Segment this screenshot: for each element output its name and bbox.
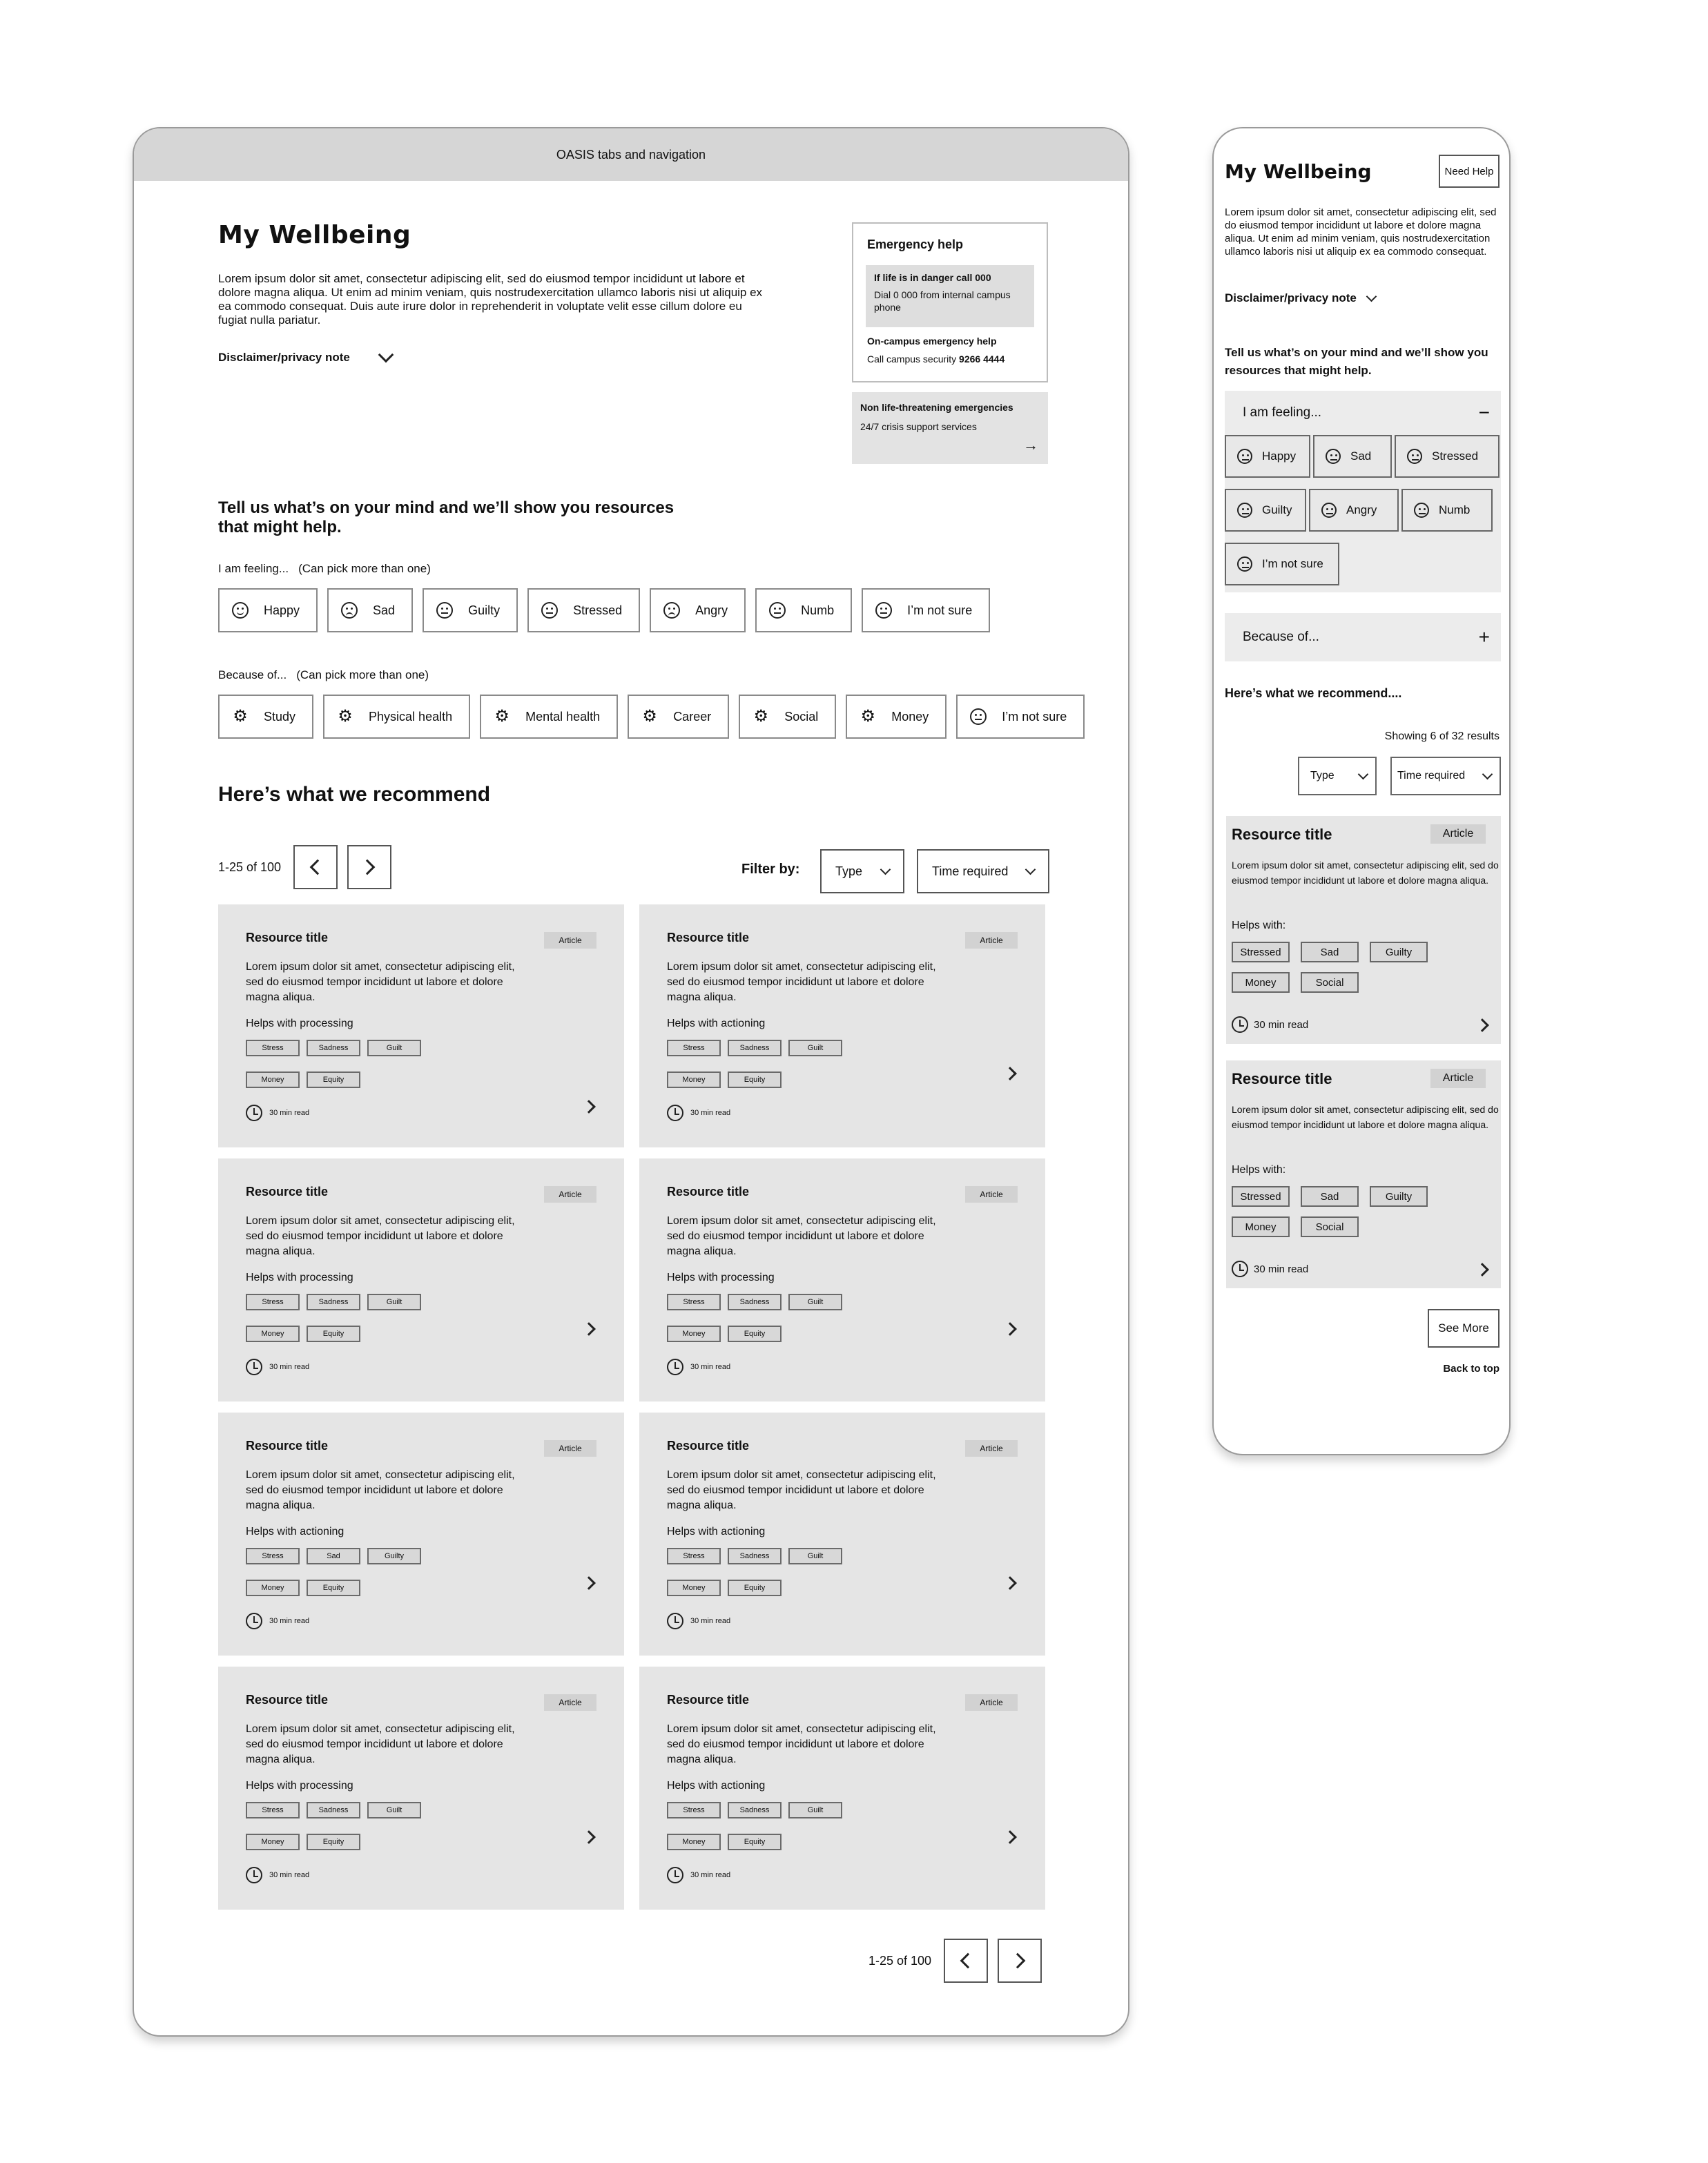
chip-feeling-not-sure[interactable] (1225, 543, 1339, 585)
danger-dial-text: Dial 0 000 from internal campus phone (874, 289, 1011, 313)
card-helps-with: Helps with processing (246, 1272, 353, 1283)
mobile-frame (1212, 127, 1511, 1455)
tag: Guilty (1370, 1186, 1428, 1207)
type-filter-value: Type (1310, 770, 1335, 782)
chevron-right-icon[interactable] (1003, 1067, 1017, 1080)
card-type-badge: Article (965, 1440, 1018, 1457)
page-title: My Wellbeing (1225, 160, 1372, 183)
card-tags (1232, 942, 1453, 993)
chip-label: Happy (1262, 449, 1297, 463)
chip-reason-mental-health[interactable] (480, 695, 618, 739)
chevron-down-icon (378, 347, 394, 363)
numb-face-icon (1414, 503, 1429, 518)
campus-security-call[interactable] (867, 353, 1005, 365)
chevron-down-icon (1366, 291, 1377, 302)
gear-icon: ⚙ (233, 707, 248, 726)
tag: Money (246, 1834, 300, 1850)
card-helps-with: Helps with actioning (667, 1018, 766, 1029)
card-helps-with: Helps with processing (246, 1018, 353, 1029)
resource-card[interactable] (639, 1667, 1045, 1910)
tag: Guilt (367, 1802, 421, 1818)
clock-icon (246, 1105, 262, 1121)
tag: Equity (307, 1326, 360, 1342)
tag: Sadness (728, 1294, 782, 1310)
chevron-right-icon[interactable] (582, 1322, 596, 1336)
because-accordion-header[interactable] (1225, 613, 1501, 661)
chip-label: Career (673, 709, 712, 724)
chip-label: Sad (1350, 449, 1372, 463)
tag: Sad (1301, 942, 1359, 962)
chip-reason-study[interactable] (218, 695, 313, 739)
tag: Equity (307, 1071, 360, 1088)
chip-reason-not-sure[interactable] (956, 695, 1085, 739)
clock-icon (246, 1613, 262, 1629)
gear-icon: ⚙ (494, 707, 510, 726)
happy-face-icon (232, 602, 249, 619)
chip-label: Stressed (573, 603, 623, 617)
chip-feeling-angry[interactable] (1309, 489, 1399, 532)
prev-page-button[interactable] (293, 845, 338, 889)
tag: Equity (728, 1834, 782, 1850)
read-time-label: 30 min read (1254, 1263, 1309, 1275)
back-to-top-link[interactable]: Back to top (1443, 1363, 1500, 1375)
chip-label: I’m not sure (907, 603, 973, 617)
because-accordion[interactable] (1225, 613, 1501, 661)
card-type-badge: Article (965, 1694, 1018, 1711)
card-title: Resource title (246, 1439, 329, 1453)
tag: Equity (728, 1071, 782, 1088)
tag: Sadness (307, 1040, 360, 1056)
card-description: Lorem ipsum dolor sit amet, consectetur adipiscing elit, sed do eiusmod tempor incididunt ut labore et dolore magna aliqua. (667, 1469, 936, 1511)
oncampus-heading: On-campus emergency help (867, 336, 997, 347)
chevron-down-icon (1482, 768, 1493, 779)
unsure-face-icon (1237, 556, 1252, 572)
chevron-down-icon (1358, 768, 1369, 779)
card-type-badge: Article (544, 932, 596, 949)
tag: Equity (728, 1580, 782, 1596)
card-tags (667, 1040, 867, 1088)
resource-card[interactable] (218, 1158, 624, 1401)
recommend-heading: Here’s what we recommend (218, 783, 491, 806)
card-type-badge: Article (1430, 824, 1486, 844)
feeling-hint: (Can pick more than one) (298, 562, 431, 575)
because-label-row (218, 668, 429, 682)
tag: Guilt (788, 1548, 842, 1564)
chevron-down-icon (1025, 864, 1036, 875)
clock-icon (246, 1867, 262, 1883)
angry-face-icon (663, 602, 680, 619)
read-time-label: 30 min read (269, 1871, 310, 1879)
clock-icon (246, 1359, 262, 1375)
card-type-badge: Article (544, 1440, 596, 1457)
card-description: Lorem ipsum dolor sit amet, consectetur adipiscing elit, sed do eiusmod tempor incididunt ut labore et dolore magna aliqua. (246, 1215, 515, 1257)
because-label: Because of... (218, 668, 287, 681)
stressed-face-icon (541, 602, 558, 619)
chip-label: Mental health (525, 709, 601, 724)
non-life-threatening-panel[interactable] (852, 392, 1048, 464)
card-title: Resource title (667, 1693, 750, 1707)
chip-label: Social (784, 709, 819, 724)
card-tags (246, 1802, 446, 1850)
gear-icon: ⚙ (753, 707, 768, 726)
card-description: Lorem ipsum dolor sit amet, consectetur adipiscing elit, sed do eiusmod tempor incididunt ut labore et dolore magna aliqua. (667, 961, 936, 1003)
read-time-label: 30 min read (269, 1109, 310, 1117)
recommend-heading: Here’s what we recommend.... (1225, 686, 1402, 700)
card-title: Resource title (667, 1439, 750, 1453)
emergency-help-title: Emergency help (867, 237, 964, 251)
clock-icon (1232, 1261, 1248, 1277)
call-number: 9266 4444 (959, 353, 1005, 365)
resource-card[interactable] (639, 1158, 1045, 1401)
card-title: Resource title (246, 1693, 329, 1707)
because-accordion-label: Because of... (1243, 630, 1319, 644)
chip-feeling-numb[interactable] (1401, 489, 1493, 532)
chip-feeling-guilty[interactable] (1225, 489, 1306, 532)
time-filter-value: Time required (1397, 770, 1466, 782)
card-tags (246, 1548, 446, 1596)
card-description: Lorem ipsum dolor sit amet, consectetur adipiscing elit, sed do eiusmod tempor incididunt ut labore et dolore magna aliqua. (1232, 1104, 1499, 1130)
gear-icon: ⚙ (338, 707, 353, 726)
chip-feeling-angry[interactable] (650, 588, 746, 632)
guilty-face-icon (1237, 503, 1252, 518)
chip-label: Angry (695, 603, 728, 617)
chevron-right-icon[interactable] (582, 1830, 596, 1844)
chevron-right-icon (360, 860, 376, 875)
card-description: Lorem ipsum dolor sit amet, consectetur adipiscing elit, sed do eiusmod tempor incididunt ut labore et dolore magna aliqua. (667, 1215, 936, 1257)
card-helps-with: Helps with actioning (246, 1526, 344, 1538)
chip-label: Angry (1346, 503, 1377, 516)
resource-card[interactable] (218, 904, 624, 1147)
danger-box (866, 265, 1034, 327)
chip-label: I’m not sure (1262, 557, 1323, 570)
tag: Money (1232, 972, 1290, 993)
desktop-frame (133, 127, 1129, 2037)
read-time-label: 30 min read (1254, 1018, 1309, 1031)
plus-icon: + (1478, 626, 1490, 648)
read-time-label: 30 min read (690, 1363, 731, 1371)
intro-text: Lorem ipsum dolor sit amet, consectetur adipiscing elit, sed do eiusmod tempor incididunt ut labore et dolore magna aliqua. Ut enim ad minim veniam, quis nostrudexercitation ullamco laboris nisi ut aliquip ex ea commodo consequat. Duis aute irure dolor in reprehenderit in voluptate velit esse cillum dolore eu fugiat nulla pariatur. (218, 272, 763, 327)
tag: Stress (667, 1294, 721, 1310)
unsure-face-icon (875, 602, 892, 619)
feeling-label-row (218, 562, 431, 576)
disclaimer-label: Disclaimer/privacy note (218, 351, 350, 364)
tag: Stress (667, 1040, 721, 1056)
type-filter-value: Type (835, 864, 863, 878)
card-type-badge: Article (544, 1694, 596, 1711)
emergency-help-panel (852, 222, 1048, 382)
clock-icon (1232, 1016, 1248, 1033)
chip-label: Numb (801, 603, 835, 617)
read-time-label: 30 min read (269, 1363, 310, 1371)
card-read-time (1232, 1261, 1308, 1277)
card-description: Lorem ipsum dolor sit amet, consectetur adipiscing elit, sed do eiusmod tempor incididunt ut labore et dolore magna aliqua. (1232, 860, 1499, 886)
chip-reason-career[interactable] (628, 695, 729, 739)
card-helps-with: Helps with: (1232, 920, 1286, 931)
card-type-badge: Article (965, 932, 1018, 949)
card-type-badge: Article (965, 1186, 1018, 1203)
chevron-left-icon (310, 860, 326, 875)
tag: Guilty (1370, 942, 1428, 962)
numb-face-icon (769, 602, 786, 619)
card-title: Resource title (667, 931, 750, 944)
chip-label: Study (264, 709, 296, 724)
top-navigation-label: OASIS tabs and navigation (556, 147, 706, 162)
pagination-top (218, 845, 391, 889)
need-help-button[interactable]: Need Help (1439, 155, 1500, 188)
tag: Guilt (788, 1802, 842, 1818)
tag: Guilt (367, 1294, 421, 1310)
disclaimer-label: Disclaimer/privacy note (1225, 291, 1357, 304)
tag: Sad (1301, 1186, 1359, 1207)
chevron-right-icon[interactable] (1003, 1322, 1017, 1336)
tag: Guilty (367, 1548, 421, 1564)
results-count: Showing 6 of 32 results (1384, 730, 1500, 742)
tag: Stress (667, 1802, 721, 1818)
card-description: Lorem ipsum dolor sit amet, consectetur adipiscing elit, sed do eiusmod tempor incididunt ut labore et dolore magna aliqua. (246, 1469, 515, 1511)
chevron-right-icon[interactable] (582, 1576, 596, 1590)
happy-face-icon (1237, 449, 1252, 464)
tag: Equity (307, 1834, 360, 1850)
chevron-right-icon[interactable] (582, 1100, 596, 1114)
card-title: Resource title (246, 931, 329, 944)
chip-feeling-happy[interactable] (218, 588, 318, 632)
chip-label: Money (891, 709, 929, 724)
card-tags (246, 1294, 446, 1342)
tag: Sadness (307, 1294, 360, 1310)
tag: Money (1232, 1216, 1290, 1237)
chevron-right-icon[interactable] (1003, 1576, 1017, 1590)
chevron-left-icon (960, 1953, 976, 1969)
tag: Guilt (788, 1294, 842, 1310)
tag: Stressed (1232, 942, 1290, 962)
chip-feeling-happy[interactable] (1225, 435, 1310, 478)
guilty-face-icon (436, 602, 453, 619)
card-helps-with: Helps with actioning (667, 1780, 766, 1792)
card-tags (667, 1294, 867, 1342)
card-read-time (246, 1613, 309, 1629)
feeling-accordion-header[interactable] (1225, 391, 1501, 435)
clock-icon (667, 1613, 683, 1629)
card-read-time (667, 1359, 730, 1375)
tag: Sad (307, 1548, 360, 1564)
tag: Money (667, 1326, 721, 1342)
feeling-chips (218, 588, 990, 632)
tag: Stress (246, 1294, 300, 1310)
prompt-heading: Tell us what’s on your mind and we’ll show you resources that might help. (1225, 346, 1488, 377)
card-tags (246, 1040, 446, 1088)
card-read-time (667, 1613, 730, 1629)
chip-feeling-sad[interactable] (327, 588, 413, 632)
card-description: Lorem ipsum dolor sit amet, consectetur adipiscing elit, sed do eiusmod tempor incididunt ut labore et dolore magna aliqua. (246, 1723, 515, 1765)
card-description: Lorem ipsum dolor sit amet, consectetur adipiscing elit, sed do eiusmod tempor incididunt ut labore et dolore magna aliqua. (667, 1723, 936, 1765)
chip-feeling-numb[interactable] (755, 588, 852, 632)
gear-icon: ⚙ (860, 707, 875, 726)
read-time-label: 30 min read (690, 1617, 731, 1625)
tag: Social (1301, 1216, 1359, 1237)
feeling-accordion (1225, 391, 1501, 592)
tag: Money (667, 1580, 721, 1596)
disclaimer-toggle[interactable] (218, 351, 391, 365)
resource-card[interactable] (639, 904, 1045, 1147)
chip-feeling-guilty[interactable] (423, 588, 518, 632)
prev-page-button[interactable] (944, 1939, 988, 1983)
chevron-right-icon[interactable] (1003, 1830, 1017, 1844)
read-time-label: 30 min read (690, 1871, 731, 1879)
minus-icon: − (1478, 402, 1490, 423)
chip-label: Numb (1439, 503, 1471, 516)
tag: Money (667, 1834, 721, 1850)
unsure-face-icon (970, 708, 987, 725)
chip-label: Sad (373, 603, 396, 617)
resource-card[interactable] (639, 1413, 1045, 1656)
card-helps-with: Helps with actioning (667, 1526, 766, 1538)
card-title: Resource title (667, 1185, 750, 1199)
see-more-button[interactable]: See More (1428, 1309, 1500, 1348)
card-helps-with: Helps with processing (667, 1272, 775, 1283)
pagination-count: 1-25 of 100 (218, 860, 282, 874)
card-type-badge: Article (544, 1186, 596, 1203)
chip-feeling-stressed[interactable] (527, 588, 640, 632)
resource-card[interactable] (218, 1413, 624, 1656)
disclaimer-toggle[interactable] (1225, 291, 1375, 305)
tag: Stress (246, 1040, 300, 1056)
clock-icon (667, 1867, 683, 1883)
card-read-time (667, 1867, 730, 1883)
nonlife-heading: Non life-threatening emergencies (860, 402, 1013, 413)
intro-text: Lorem ipsum dolor sit amet, consectetur adipiscing elit, sed do eiusmod tempor incididunt ut labore et dolore magna aliqua. Ut enim ad minim veniam, quis nostrudexercitation ullamco laboris nisi ut aliquip ex ea commodo consequat. (1225, 206, 1497, 258)
card-title: Resource title (246, 1185, 329, 1199)
angry-face-icon (1321, 503, 1337, 518)
because-hint: (Can pick more than one) (296, 668, 429, 681)
sad-face-icon (341, 602, 358, 619)
tag: Sadness (728, 1802, 782, 1818)
clock-icon (667, 1105, 683, 1121)
tag: Social (1301, 972, 1359, 993)
chip-reason-physical-health[interactable] (323, 695, 470, 739)
clock-icon (667, 1359, 683, 1375)
chevron-right-icon[interactable] (1475, 1018, 1489, 1032)
chip-reason-social[interactable] (739, 695, 836, 739)
pagination-count: 1-25 of 100 (868, 1953, 932, 1968)
arrow-right-icon[interactable]: → (1023, 436, 1038, 454)
type-filter-select[interactable] (820, 849, 904, 893)
tag: Money (246, 1071, 300, 1088)
prompt-heading: Tell us what’s on your mind and we’ll show you resources that might help. (218, 498, 675, 536)
card-helps-with: Helps with: (1232, 1164, 1286, 1176)
chip-label: Guilty (1262, 503, 1292, 516)
tag: Money (246, 1580, 300, 1596)
tag: Equity (728, 1326, 782, 1342)
resource-card[interactable] (218, 1667, 624, 1910)
filter-label: Filter by: (741, 862, 800, 877)
sad-face-icon (1326, 449, 1341, 464)
tag: Stressed (1232, 1186, 1290, 1207)
card-title: Resource title (1232, 1070, 1332, 1087)
tag: Guilt (367, 1040, 421, 1056)
tag: Guilt (788, 1040, 842, 1056)
card-tags (667, 1802, 867, 1850)
tag: Sadness (307, 1802, 360, 1818)
gear-icon: ⚙ (642, 707, 657, 726)
feeling-label: I am feeling... (218, 562, 289, 575)
call-prefix: Call campus security (867, 353, 957, 365)
card-read-time (1232, 1016, 1308, 1033)
read-time-label: 30 min read (690, 1109, 731, 1117)
next-page-button[interactable] (998, 1939, 1042, 1983)
tag: Sadness (728, 1548, 782, 1564)
chip-reason-money[interactable] (846, 695, 947, 739)
pagination-bottom (868, 1939, 1042, 1983)
tag: Stress (667, 1548, 721, 1564)
resource-card[interactable] (1226, 816, 1501, 1044)
time-filter-select[interactable] (917, 849, 1049, 893)
type-filter-select[interactable] (1298, 757, 1377, 795)
card-helps-with: Helps with processing (246, 1780, 353, 1792)
chevron-right-icon (1010, 1953, 1026, 1969)
chip-label: Happy (264, 603, 300, 617)
card-tags (1232, 1186, 1453, 1237)
time-filter-select[interactable] (1390, 757, 1501, 795)
card-read-time (246, 1105, 309, 1121)
card-read-time (246, 1359, 309, 1375)
tag: Money (667, 1071, 721, 1088)
read-time-label: 30 min read (269, 1617, 310, 1625)
danger-heading: If life is in danger call 000 (874, 272, 991, 283)
tag: Stress (246, 1802, 300, 1818)
chip-label: Physical health (369, 709, 453, 724)
card-tags (667, 1548, 867, 1596)
tag: Sadness (728, 1040, 782, 1056)
card-description: Lorem ipsum dolor sit amet, consectetur adipiscing elit, sed do eiusmod tempor incididunt ut labore et dolore magna aliqua. (246, 961, 515, 1003)
resource-card[interactable] (1226, 1060, 1501, 1288)
card-read-time (667, 1105, 730, 1121)
top-navigation-bar[interactable] (134, 128, 1128, 181)
chip-label: I’m not sure (1002, 709, 1067, 724)
nonlife-text: 24/7 crisis support services (860, 421, 977, 432)
feeling-accordion-label: I am feeling... (1243, 405, 1322, 420)
card-type-badge: Article (1430, 1069, 1486, 1088)
time-filter-value: Time required (932, 864, 1009, 878)
chip-label: Guilty (468, 603, 501, 617)
tag: Money (246, 1326, 300, 1342)
chip-label: Stressed (1432, 449, 1479, 463)
chevron-down-icon (880, 864, 891, 875)
stressed-face-icon (1407, 449, 1422, 464)
chip-feeling-not-sure[interactable] (862, 588, 990, 632)
page-title: My Wellbeing (218, 221, 411, 249)
chip-feeling-sad[interactable] (1313, 435, 1392, 478)
chevron-right-icon[interactable] (1475, 1263, 1489, 1277)
next-page-button[interactable] (347, 845, 391, 889)
chip-feeling-stressed[interactable] (1395, 435, 1500, 478)
tag: Stress (246, 1548, 300, 1564)
card-title: Resource title (1232, 826, 1332, 843)
reason-chips (218, 695, 1085, 739)
card-read-time (246, 1867, 309, 1883)
tag: Equity (307, 1580, 360, 1596)
feeling-chips (1225, 435, 1501, 592)
